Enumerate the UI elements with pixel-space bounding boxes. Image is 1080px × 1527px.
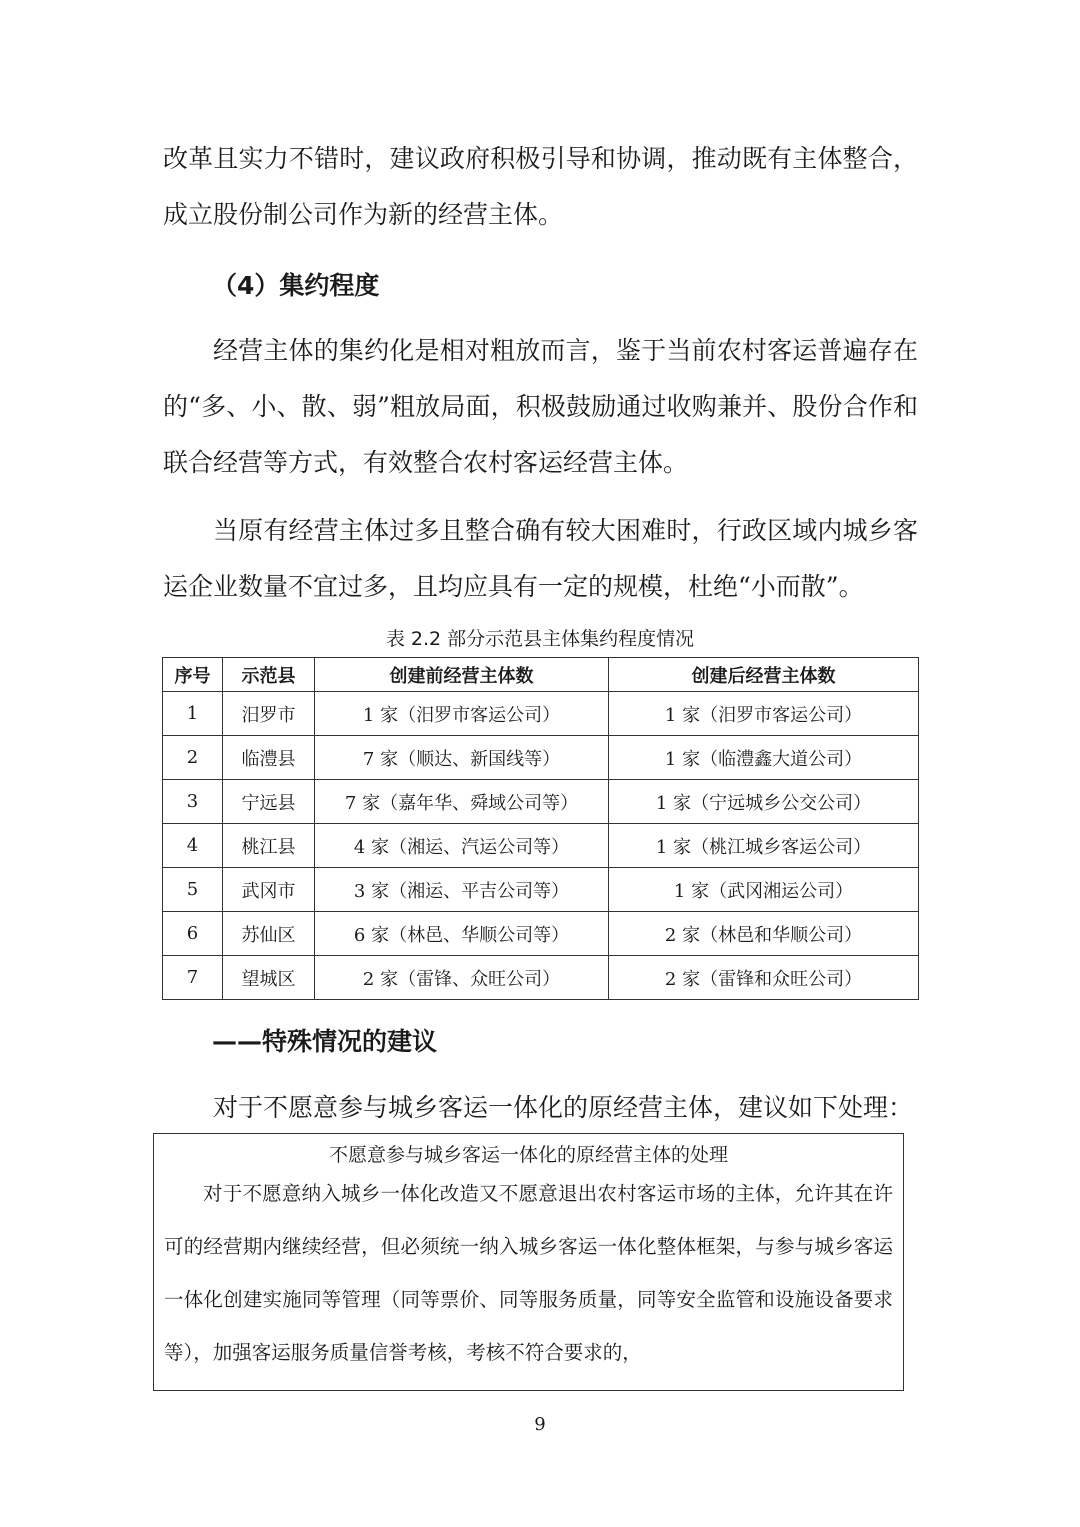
cell-after: 2 家（林邑和华顺公司）	[609, 912, 919, 956]
table-header-row	[163, 658, 919, 692]
special-case-intro: 对于不愿意参与城乡客运一体化的原经营主体，建议如下处理：	[213, 1093, 914, 1122]
demonstration-county-table	[162, 657, 919, 1000]
cell-before: 1 家（汨罗市客运公司）	[315, 692, 609, 736]
cell-after: 1 家（临澧鑫大道公司）	[609, 736, 919, 780]
header-before: 创建前经营主体数	[315, 658, 609, 692]
table-caption: 表 2.2 部分示范县主体集约程度情况	[385, 628, 695, 650]
paragraph-reform-conclusion: 改革且实力不错时，建议政府积极引导和协调，推动既有主体整合，成立股份制公司作为新的经营主体。	[163, 144, 918, 229]
cell-after: 2 家（雷锋和众旺公司）	[609, 956, 919, 1000]
cell-index: 5	[163, 868, 223, 912]
header-index: 序号	[163, 658, 223, 692]
section-heading-intensification: （4）集约程度	[212, 271, 380, 300]
header-after: 创建后经营主体数	[609, 658, 919, 692]
box-text: 对于不愿意纳入城乡一体化改造又不愿意退出农村客运市场的主体，允许其在许可的经营期内继续经营，但必须统一纳入城乡客运一体化整体框架，与参与城乡客运一体化创建实施同等管理（同等票价、同等服务质量，同等安全监管和设施设备要求等），加强客运服务质量信誉考核，考核不符合要求的，	[164, 1182, 893, 1364]
page-number: 9	[534, 1414, 546, 1435]
table-row	[163, 912, 919, 956]
cell-index: 2	[163, 736, 223, 780]
cell-county: 临澧县	[223, 736, 315, 780]
cell-county: 宁远县	[223, 780, 315, 824]
cell-county: 汨罗市	[223, 692, 315, 736]
cell-after: 1 家（武冈湘运公司）	[609, 868, 919, 912]
cell-before: 4 家（湘运、汽运公司等）	[315, 824, 609, 868]
cell-before: 3 家（湘运、平吉公司等）	[315, 868, 609, 912]
cell-county: 武冈市	[223, 868, 315, 912]
table-row	[163, 692, 919, 736]
cell-after: 1 家（汨罗市客运公司）	[609, 692, 919, 736]
cell-county: 桃江县	[223, 824, 315, 868]
cell-county: 望城区	[223, 956, 315, 1000]
table-row	[163, 868, 919, 912]
special-case-heading: ——特殊情况的建议	[212, 1027, 438, 1056]
cell-index: 6	[163, 912, 223, 956]
table-row	[163, 956, 919, 1000]
cell-index: 4	[163, 824, 223, 868]
paragraph-operator-count: 当原有经营主体过多且整合确有较大困难时，行政区域内城乡客运企业数量不宜过多，且均应具有一定的规模，杜绝“小而散”。	[163, 516, 918, 601]
cell-index: 3	[163, 780, 223, 824]
cell-before: 2 家（雷锋、众旺公司）	[315, 956, 609, 1000]
cell-before: 7 家（嘉年华、舜域公司等）	[315, 780, 609, 824]
table-row	[163, 780, 919, 824]
table-row	[163, 824, 919, 868]
cell-after: 1 家（桃江城乡客运公司）	[609, 824, 919, 868]
cell-county: 苏仙区	[223, 912, 315, 956]
special-case-box	[153, 1133, 904, 1391]
header-county: 示范县	[223, 658, 315, 692]
cell-before: 6 家（林邑、华顺公司等）	[315, 912, 609, 956]
cell-index: 1	[163, 692, 223, 736]
cell-index: 7	[163, 956, 223, 1000]
cell-before: 7 家（顺达、新国线等）	[315, 736, 609, 780]
cell-after: 1 家（宁远城乡公交公司）	[609, 780, 919, 824]
paragraph-intensification: 经营主体的集约化是相对粗放而言，鉴于当前农村客运普遍存在的“多、小、散、弱”粗放局面，积极鼓励通过收购兼并、股份合作和联合经营等方式，有效整合农村客运经营主体。	[163, 336, 918, 477]
box-title: 不愿意参与城乡客运一体化的原经营主体的处理	[328, 1144, 728, 1166]
table-row	[163, 736, 919, 780]
